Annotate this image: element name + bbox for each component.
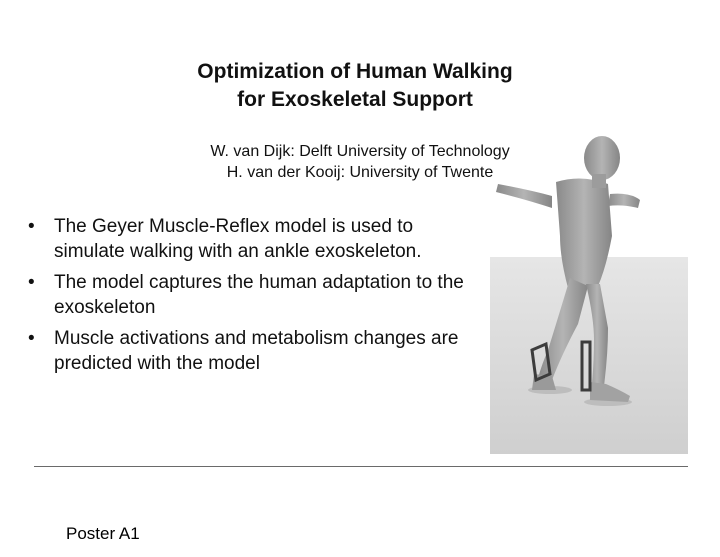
bullet-item xyxy=(28,270,468,320)
bullet-item xyxy=(28,214,468,264)
title-line-1: Optimization of Human Walking xyxy=(197,60,513,83)
bullet-text: The model captures the human adaptation to the exoskeleton xyxy=(54,272,464,318)
author-2: H. van der Kooij: University of Twente xyxy=(226,164,494,181)
bullet-dot: • xyxy=(28,216,35,237)
left-arm xyxy=(496,184,552,208)
walking-model-figure xyxy=(490,128,688,454)
poster-label: Poster A1 xyxy=(66,524,140,543)
bullet-dot: • xyxy=(28,328,35,349)
right-arm xyxy=(608,194,640,208)
divider-line xyxy=(34,466,688,467)
bullet-text: Muscle activations and metabolism changes are predicted with the model xyxy=(54,328,459,374)
bullet-item xyxy=(28,326,468,376)
bullet-text: The Geyer Muscle-Reflex model is used to simulate walking with an ankle exoskeleton. xyxy=(54,216,422,262)
neck xyxy=(592,174,606,188)
bullet-list xyxy=(28,214,468,382)
title-line-2: for Exoskeletal Support xyxy=(237,88,473,111)
slide-title xyxy=(130,58,580,114)
bullet-dot: • xyxy=(28,272,35,293)
head xyxy=(584,136,620,180)
author-1: W. van Dijk: Delft University of Technology xyxy=(210,143,510,160)
